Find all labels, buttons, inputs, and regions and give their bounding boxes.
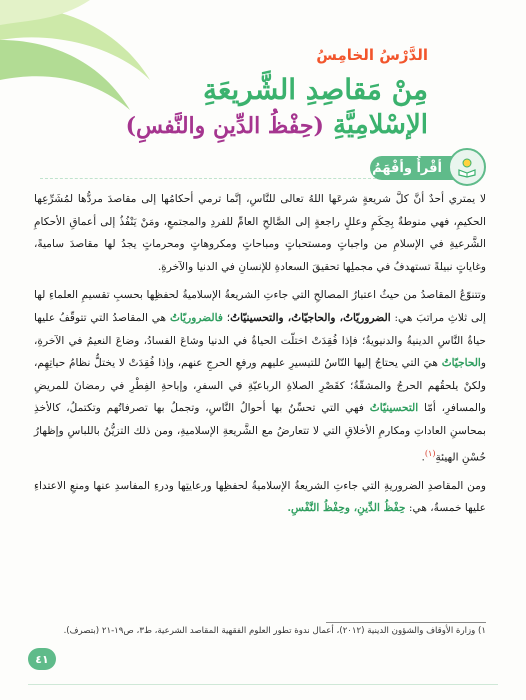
title-subtitle: (حِفْظُ الدِّينِ والنَّفسِ) [125,113,324,139]
paragraph-2-text: . [421,451,425,464]
paragraph-3-text: ومن المقاصدِ الضروريةِ التي جاءتِ الشريعةُ الإسلاميةُ لحفظِها ورعايتِها ودرءِ المفاسدِ عنها ومنعِ الاعتداءِ عليها خمسةٌ، هي: [34,479,486,515]
page-number: ٤١ [28,648,56,670]
lesson-body [34,188,486,526]
footnote-divider [326,622,486,623]
paragraph-2-text: فهي التي تحسِّنُ بها أحوالُ النَّاسِ، وتجملُ بها تصرفاتُهم وتكتملُ، كالأخذِ بمحاسنِ العاداتِ ومكارمِ الأخلاقِ التي لا تتعارضُ مع الشَّريعةِ الإسلاميةِ، ومن ذلك التزيُّنُ باللباسِ وإظهارُ حُسْنِ الهيئةِ [34,402,486,464]
term-levels: الضروريّاتُ، والحاجيّاتُ، والتحسينيّاتُ [230,311,391,324]
term-tahsiniyyat: التحسينيّاتُ [369,402,419,415]
paragraph-2-text: ؛ [222,311,231,324]
paragraph-2-text: هي المقاصدُ التي تتوقّفُ عليها حياةُ النَّاسِ الدينيةُ والدنيويةُ؛ فإذا فُقِدَتْ اختلّت الحياةُ في الدنيا وشاعَ الفسادُ، وضاعَ النعيمُ في الآخرةِ، و [34,311,486,370]
paragraph-2-text: هيَ التي يحتاجُ إليها النّاسُ للتيسيرِ عليهم ورفعِ الحرجِ عنهم، وإذا فُقِدَتْ لا يختلُّ نظامُ حياتِهِم، ولكنْ يلحقُهم الحرجُ والمشقّةُ؛ كقَصْرِ الصلاةِ الرباعيّةِ في السفرِ، وإباحةِ الفِطْرِ في رمضانَ للمريضِ والمسافرِ، أمّا [34,357,487,415]
paragraph-3 [34,475,486,520]
paragraph-2 [34,284,486,468]
section-tag-label: أقْرأُ وأفْهَمُ [372,160,442,176]
term-daruriyyat: فالضروريّاتُ [169,311,223,324]
term-religion-soul: حِفْظُ الدِّينِ، وحِفْظُ النَّفْسِ. [287,502,406,515]
book-lightbulb-icon [448,148,486,186]
footnote-marker[interactable]: (١) [424,448,436,458]
footer-divider [28,684,498,685]
lesson-title [126,72,428,143]
lesson-label: الدَّرْسُ الخامِسُ [316,46,428,64]
footnote: ١) وزارة الأوقاف والشؤون الدينية (٢٠١٢)، أعمال ندوة تطور العلوم الفقهية المقاصد الشرعية، ط٣، ص١٩-٢١ (بتصرف). [63,626,486,636]
section-tag [370,156,460,180]
paragraph-2-text: وتتنوّعُ المقاصدُ من حيثُ اعتبارُ المصالحِ التي جاءتِ الشريعةُ الإسلاميةُ لحفظِها بحسبِ تقسيمِ العلماءِ لها إلى ثلاثِ مراتبَ هي: [34,289,486,324]
title-line-2 [126,108,428,143]
term-hajiyyat: الحاجيّاتُ [441,357,481,370]
title-line-2-main: الإسْلامِيَّةِ [332,110,428,140]
section-divider [40,178,376,180]
paragraph-1: لا يمتري أحدٌ أنَّ كلَّ شريعةٍ شرعَها اللهُ تعالى للنَّاسِ، إنَّما ترمي أحكامُها إلى مقاصدَ مردُّها لمُشَرِّعِها الحكيمِ، فهي منوطةٌ بِحِكَمٍ وعللٍ راجعةٍ إلى الصَّالحِ العامِّ للفردِ والمجتمعِ، ومَنْ يَنْفُذُ إلى أعماقِ الأحكامِ الشَّرعيةِ في الإسلامِ من واجباتٍ ومستحباتٍ ومباحاتٍ ومكروهاتٍ ومحرماتٍ يجدُ لها مقاصدَ ساميةً، وغاياتٍ نبيلةً تستهدفُ في مجملِها تحقيقَ السعادةِ للإنسانِ في الدنيا والآخرةِ. [34,193,486,273]
title-line-1: مِنْ مَقاصِدِ الشَّريعَةِ [202,73,428,106]
